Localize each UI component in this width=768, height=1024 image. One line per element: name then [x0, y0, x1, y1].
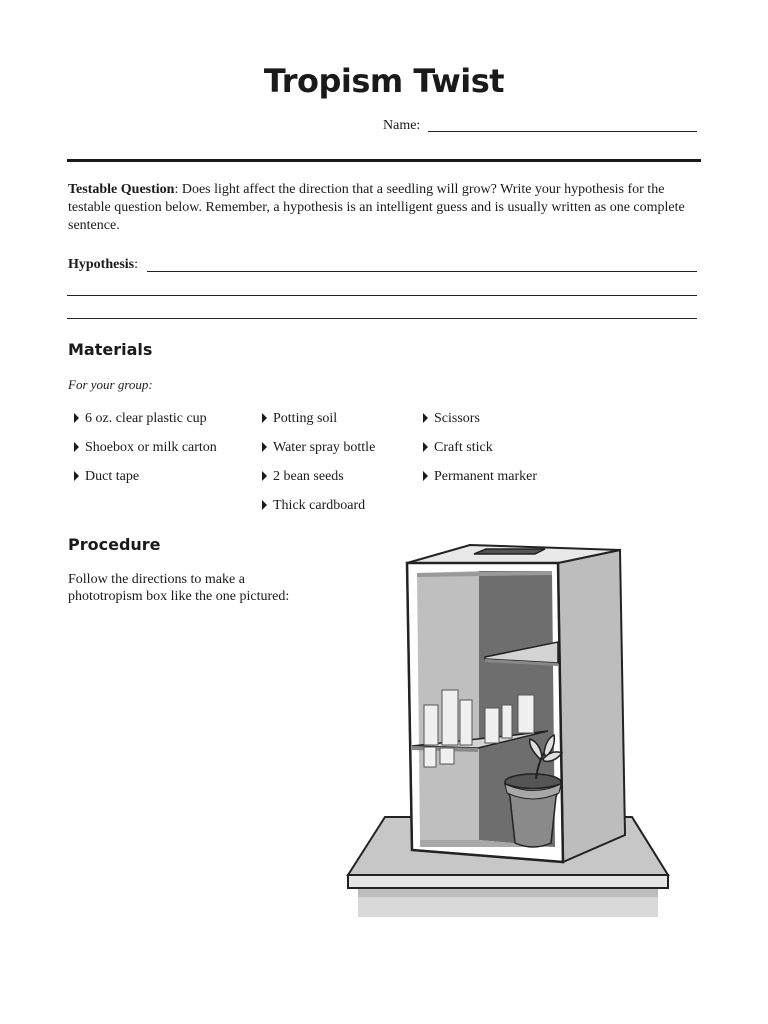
hypothesis-line-3[interactable]	[67, 318, 697, 319]
tape-strip	[442, 690, 458, 745]
tape-strip	[460, 700, 472, 745]
material-item	[423, 469, 537, 485]
phototropism-box-illustration	[340, 535, 680, 920]
testable-question	[68, 181, 698, 235]
tape-strip	[518, 695, 534, 733]
bullet-icon	[262, 471, 267, 481]
material-label: Permanent marker	[434, 469, 538, 484]
tape-strip	[502, 705, 512, 738]
name-label: Name:	[383, 118, 421, 133]
bullet-icon	[262, 442, 267, 452]
bullet-icon	[423, 471, 428, 481]
material-label: Potting soil	[273, 411, 338, 426]
hypothesis-line-1[interactable]	[147, 271, 697, 272]
tape-strip	[485, 708, 499, 743]
materials-heading: Materials	[68, 340, 153, 359]
bullet-icon	[262, 500, 267, 510]
testable-question-text: : Does light affect the direction that a seedling will grow? Write your hypothesis for the testable question below. Remember, a hypothesis is an intelligent guess and is usually written as one complete sentence.	[68, 182, 685, 233]
material-item	[74, 469, 139, 485]
procedure-text: Follow the directions to make a phototropism box like the one pictured:	[68, 572, 290, 604]
material-item	[262, 498, 365, 514]
bullet-icon	[262, 413, 267, 423]
bullet-icon	[74, 471, 79, 481]
material-label: Craft stick	[434, 440, 493, 455]
materials-subheading: For your group:	[68, 377, 153, 392]
hypothesis-colon: :	[134, 257, 139, 272]
header-divider	[67, 159, 701, 162]
name-input-line[interactable]	[428, 131, 697, 132]
material-item	[423, 411, 480, 427]
material-item	[423, 440, 493, 456]
material-label: Water spray bottle	[273, 440, 376, 455]
bullet-icon	[74, 442, 79, 452]
procedure-heading: Procedure	[68, 535, 161, 554]
testable-question-label: Testable Question	[68, 182, 175, 197]
material-label: Duct tape	[85, 469, 140, 484]
material-label: Scissors	[434, 411, 480, 426]
tape-strip	[440, 748, 454, 764]
tape-strip	[424, 705, 438, 745]
material-item	[74, 411, 207, 427]
hypothesis-label	[68, 257, 138, 273]
material-label: Thick cardboard	[273, 498, 366, 513]
hypothesis-line-2[interactable]	[67, 295, 697, 296]
box-right-side	[558, 550, 625, 862]
worksheet-title: Tropism Twist	[263, 62, 505, 100]
material-label: 2 bean seeds	[273, 469, 344, 484]
material-item	[74, 440, 217, 456]
hypothesis-label-text: Hypothesis	[68, 257, 135, 272]
light-hole	[474, 549, 545, 554]
tape-strip	[424, 747, 436, 767]
bullet-icon	[423, 413, 428, 423]
bullet-icon	[74, 413, 79, 423]
material-label: 6 oz. clear plastic cup	[85, 411, 207, 426]
material-item	[262, 440, 375, 456]
material-item	[262, 469, 344, 485]
table-edge	[348, 875, 668, 888]
bullet-icon	[423, 442, 428, 452]
material-item	[262, 411, 337, 427]
material-label: Shoebox or milk carton	[85, 440, 217, 455]
